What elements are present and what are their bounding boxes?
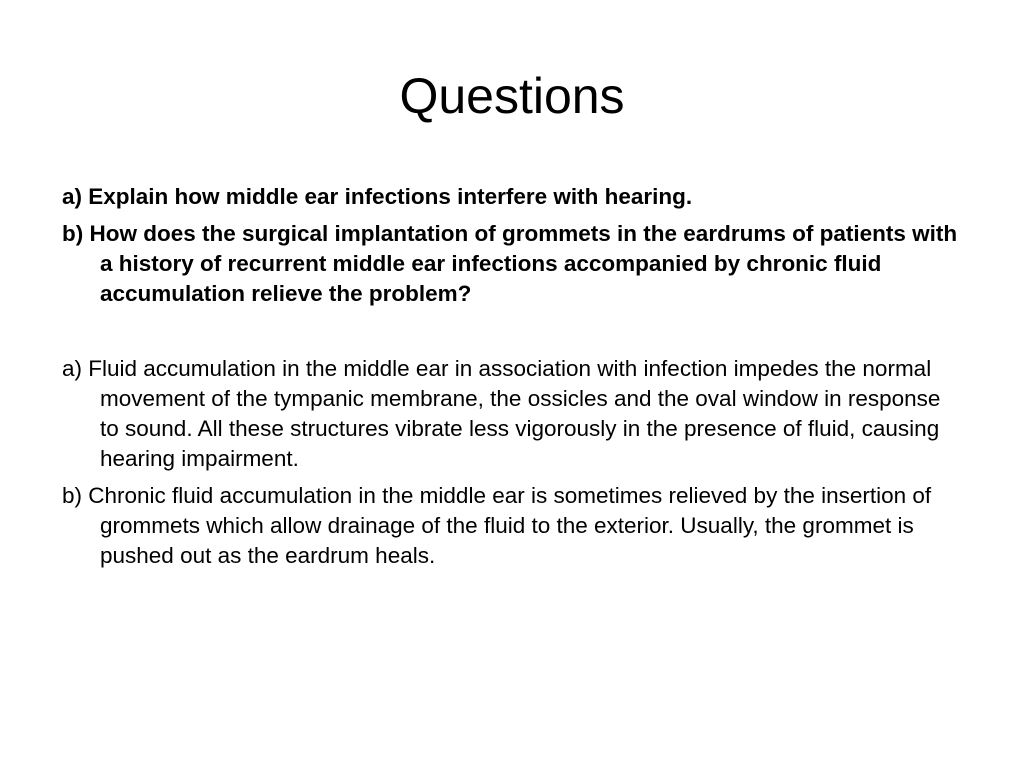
- answer-b: b) Chronic fluid accumulation in the middle ear is sometimes relieved by the insertion of grommets which allow drainage of the fluid to the exterior. Usually, the grommet is pushed out as the eardrum heals.: [62, 483, 932, 568]
- answer-a: a) Fluid accumulation in the middle ear in association with infection impedes the normal movement of the tympanic membrane, the ossicles and the oval window in response to sound. All these structures vibrate less vigorously in the presence of fluid, causing hearing impairment.: [62, 356, 941, 471]
- slide-title: Questions: [399, 68, 625, 124]
- question-a: a) Explain how middle ear infections interfere with hearing.: [62, 184, 693, 209]
- question-b: b) How does the surgical implantation of grommets in the eardrums of patients with a history of recurrent middle ear infections accompanied by chronic fluid accumulation relieve the problem?: [62, 221, 958, 306]
- section-spacer: [62, 316, 962, 354]
- slide-body: [62, 182, 962, 578]
